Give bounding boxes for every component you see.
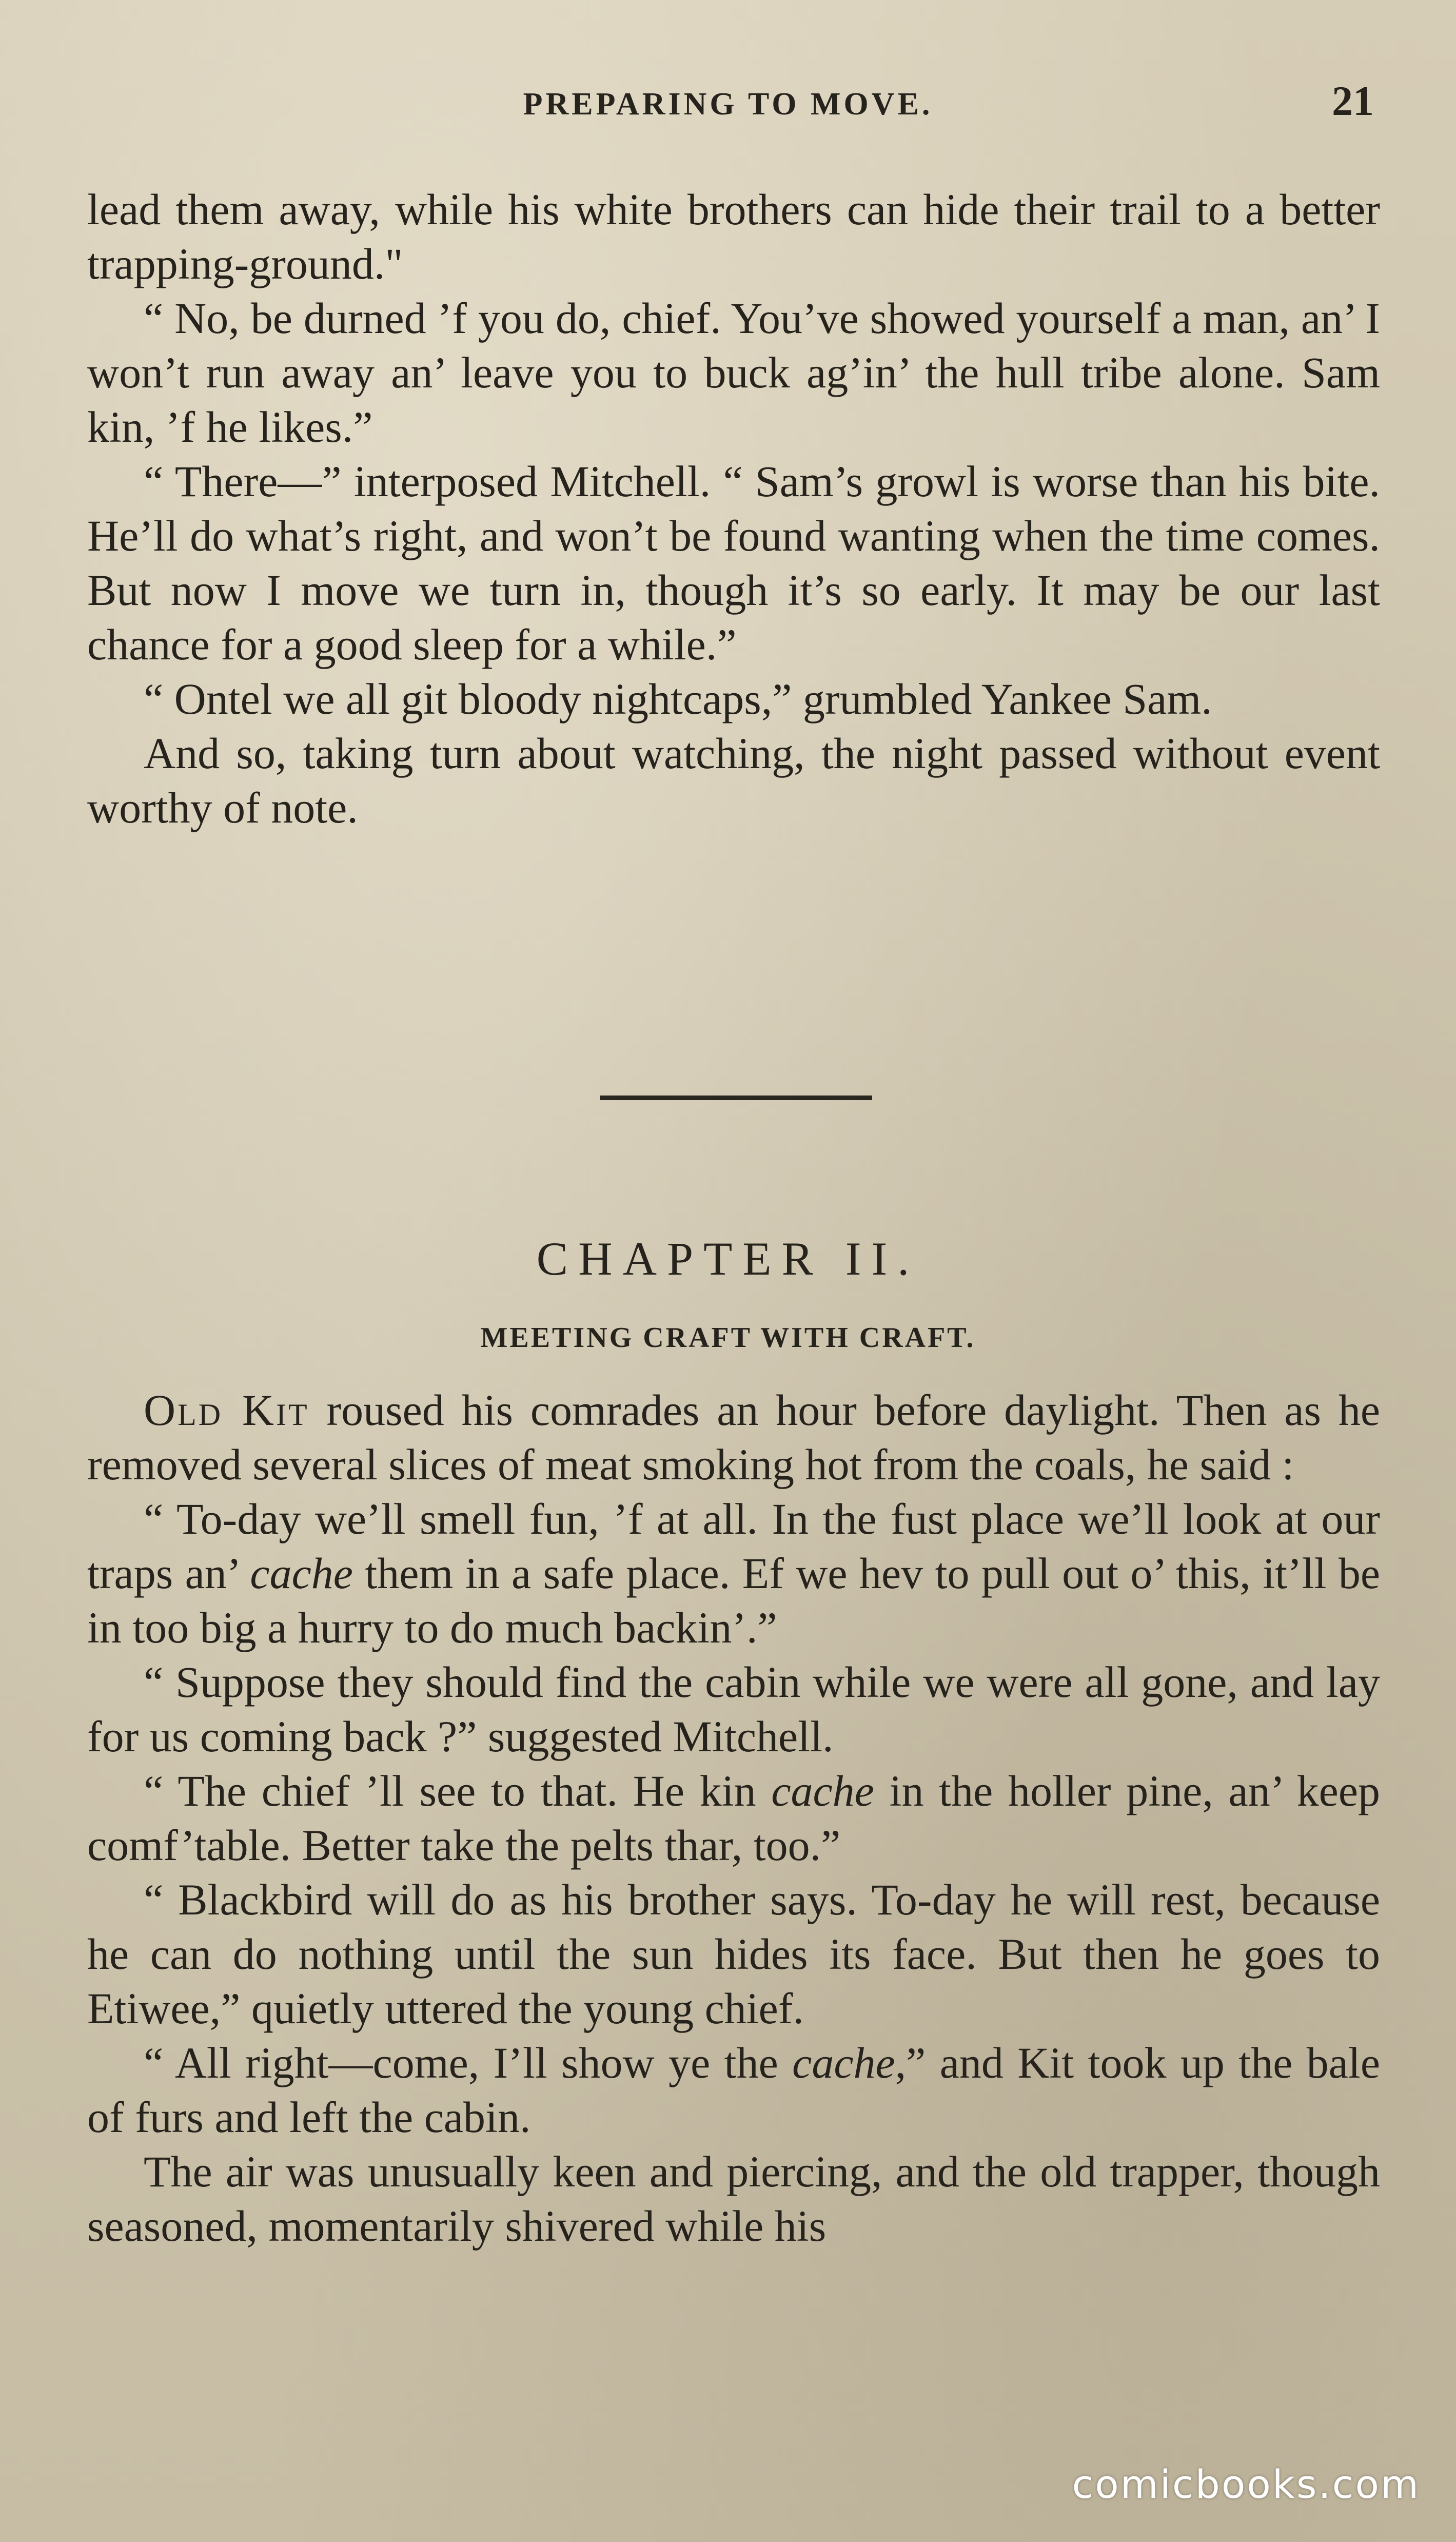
- paragraph: [87, 1383, 1380, 1492]
- paragraph-text: “ All right—come, I’ll show ye the: [144, 2038, 793, 2087]
- watermark: comicbooks.com: [1072, 2461, 1420, 2507]
- paragraph-text: “ To-day we’ll smell fun, ’f at all. In the fust place we’ll look at our traps an’: [87, 1494, 1380, 1598]
- paragraph: “ No, be durned ’f you do, chief. You’ve showed yourself a man, an’ I won’t run away an’ leave you to buck ag’in’ the hull tribe alone. Sam kin, ’f he likes.”: [87, 294, 1380, 452]
- paragraph-text: “ The chief ’ll see to that. He kin: [144, 1766, 772, 1815]
- paragraph: [87, 2036, 1380, 2144]
- paragraph-text: ,” and Kit took up the bale of furs and left the cabin.: [87, 2038, 1380, 2142]
- paragraph-text: them in a safe place. Ef we hev to pull out o’ this, it’ll be in too big a hurry to do much backin’.”: [87, 1549, 1380, 1652]
- paragraph-text: in the holler pine, an’ keep comf’table. Better take the pelts thar, too.”: [87, 1766, 1381, 1870]
- italic-word: cache: [250, 1549, 353, 1598]
- italic-word: cache: [771, 1766, 874, 1815]
- paragraph: lead them away, while his white brothers can hide their trail to a better trapping-ground.": [87, 185, 1380, 288]
- paragraph: “ Blackbird will do as his brother says. To-day he will rest, because he can do nothing until the sun hides its face. But then he goes to Etiwee,” quietly uttered the young chief.: [87, 1875, 1380, 2033]
- chapter-subtitle: MEETING CRAFT WITH CRAFT.: [480, 1322, 976, 1354]
- paragraph: The air was unusually keen and piercing, and the old trapper, though seasoned, momentarily shivered while his: [87, 2147, 1380, 2251]
- section-divider-rule: [600, 1096, 872, 1100]
- paragraph: [87, 1492, 1380, 1655]
- running-head-title: PREPARING TO MOVE.: [523, 87, 933, 122]
- body-text-chapter: [87, 1383, 1380, 2253]
- paragraph: “ Ontel we all git bloody nightcaps,” grumbled Yankee Sam.: [144, 674, 1212, 724]
- chapter-heading: CHAPTER II.: [536, 1233, 920, 1285]
- page-number: 21: [1332, 77, 1374, 124]
- paragraph: “ Suppose they should find the cabin while we were all gone, and lay for us coming back ?” suggested Mitchell.: [87, 1657, 1380, 1761]
- paragraph: “ There—” interposed Mitchell. “ Sam’s growl is worse than his bite. He’ll do what’s right, and won’t be found wanting when the time comes. But now I move we turn in, though it’s so early. It may be our last chance for a good sleep for a while.”: [87, 457, 1380, 669]
- running-head: [0, 77, 1456, 139]
- body-text-top: [87, 182, 1380, 835]
- paragraph: And so, taking turn about watching, the night passed without event worthy of note.: [87, 729, 1380, 832]
- paragraph: [87, 1764, 1380, 1872]
- italic-word: cache: [792, 2038, 895, 2087]
- small-caps-lead: Old Kit: [144, 1385, 309, 1435]
- paragraph-text: roused his comrades an hour before daylight. Then as he removed several slices of meat smoking hot from the coals, he said :: [87, 1385, 1380, 1489]
